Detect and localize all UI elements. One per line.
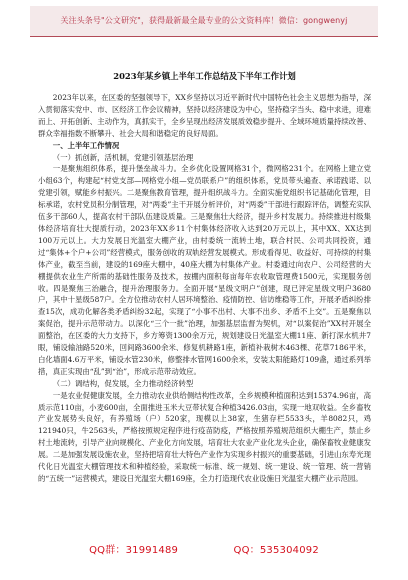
subsection-heading: （一）抓创新，活机制，党建引领基层治理 (52, 152, 194, 162)
banner-box (30, 6, 378, 37)
top-banner (0, 0, 408, 44)
intro-paragraph: 2023年以来，在区委的坚强领导下，XX乡坚持以习近平新时代中国特色社会主义思想为指导，深入贯彻落实党中、市、区经济工作会议精神，坚持以经济建设为中心，坚持稳字当头、稳中求进，迎难而上、开拓创新、主动作为，真抓实干，全乡呈现出经济发展质效稳步提升、全域环境质量持续改善、群众幸福指数不断攀升、社会大局和谐稳定的良好局面。 (38, 93, 371, 138)
banner-text: 关注头条号"公文研究"，获得最新最全最专业的公文资料库！微信：gongwenyj (60, 16, 348, 25)
subsection-heading: （二）调结构，促发展，全力推动经济转型 (52, 378, 194, 388)
section-heading: 一、上半年工作情况 (52, 140, 120, 150)
body-paragraph: 一是聚焦组织体系，提升堡垒战斗力。全乡优化设置网格31个，微网格231个。在网格上建立党小组63个，构建起“村党支部—网格党小组—党员联系户”的组织体系，党员带头遍查、承诺践诺、以党建引领，赋能乡村振兴。二是聚焦教育管理，提升组织战斗力。全面实施党组织书记基础化管理，目标承诺，农村党员积分制管理，对“两委”主干开展分析评价，对“两委”干部进行跟踪评估，调整充实队伍多干部60人，提高农村干部队伍建设质量。三是聚焦壮大经济，提升乡村发展力。持续推进村级集体经济培育壮大提质行动，2023年XX乡11个村集体经济收入达到20万元以上，其中XX、XX达到100万元以上。大力发展日光温室大棚产业，由村委统一流转土地，联合村民、公司共同投资，通过“集体+个户+公司”经营模式，服务创收的双轨经营发展模式。形成看得见、收益好、可持续的村集体产业，截至当前，建设的169座大棚中，40座大棚为村集体产业。村委通过向农户、公司经营的大棚提供农业生产所需的基础性服务及技术，按棚内面积每亩每年农收取管理费1500元，实现服务创收。四是聚焦三治融合，提升治理服务力。全面开展“星级文明户”创建，现已评定星级文明户3680户，其中十星级587户。全方位推动农村人居环境整治、疫情防控、信访维稳等工作，开展矛盾纠纷排查15次，成功化解各类矛盾纠纷32起，实现了“小事不出村、大事不出乡、矛盾不上交”。五是聚焦以案促治，提升示范带动力。以深化“三个一批”治理，加强基层监督为契机，对“以案促治”XX村开展全面整治，在区委的大力支持下，乡方筹资1300余万元，规划建设日光温室大棚11座、新打深水机井7眼，铺设输油路520米，回间路3600余米、修复机耕路1座，新植补栽树木463棵、花草7186平米，白化墙面4.6万平米，铺设水管230米，修整排水管网1600余米，安装太阳能路灯109盏，通过系列举措，真正实现由“乱”到“治”，形成示范带动效应。 (38, 164, 371, 376)
document-body (38, 70, 371, 485)
document-title: 2023年某乡镇上半年工作总结及下半年工作计划 (113, 71, 296, 81)
footer-qq-group: QQ群：31991489 (89, 545, 179, 556)
body-paragraph: 一是农业促健康发展，全力推动农业供给侧结构性改革，全乡规模种植面积达到15374.96亩，高质示范110亩，小麦600亩，全面推进玉米大豆带状复合种植3426.03亩，实现一地双收益。全乡畜牧产业发展势头良好，有养殖场（户）520家，现模以上38家，生猪存栏5533头，羊8082只，鸡121940只，牛2563头，严格按照规定程序进行疫苗防疫，严格按照养殖规范组织大棚生产，禁止乡村土地流转，引导产业向规模化、产业化方向发展，培育壮大农业产业化龙头企业，确保畜牧业健康发展。二是加强发展设施农业，坚持把培育壮大特色产业作为实现乡村振兴的重要基础，引进山东寿光现代化日光温室大棚管理技术和种植经验，采取统一标准、统一规划、统一建设、统一管理、统一营销的“五统一”运营模式，建设日光温室大棚169座，全力打造现代农业设施日光温室大棚产业示范园。 (38, 390, 371, 483)
footer-contact (0, 541, 408, 556)
footer-qq: QQ：535304092 (233, 545, 319, 556)
